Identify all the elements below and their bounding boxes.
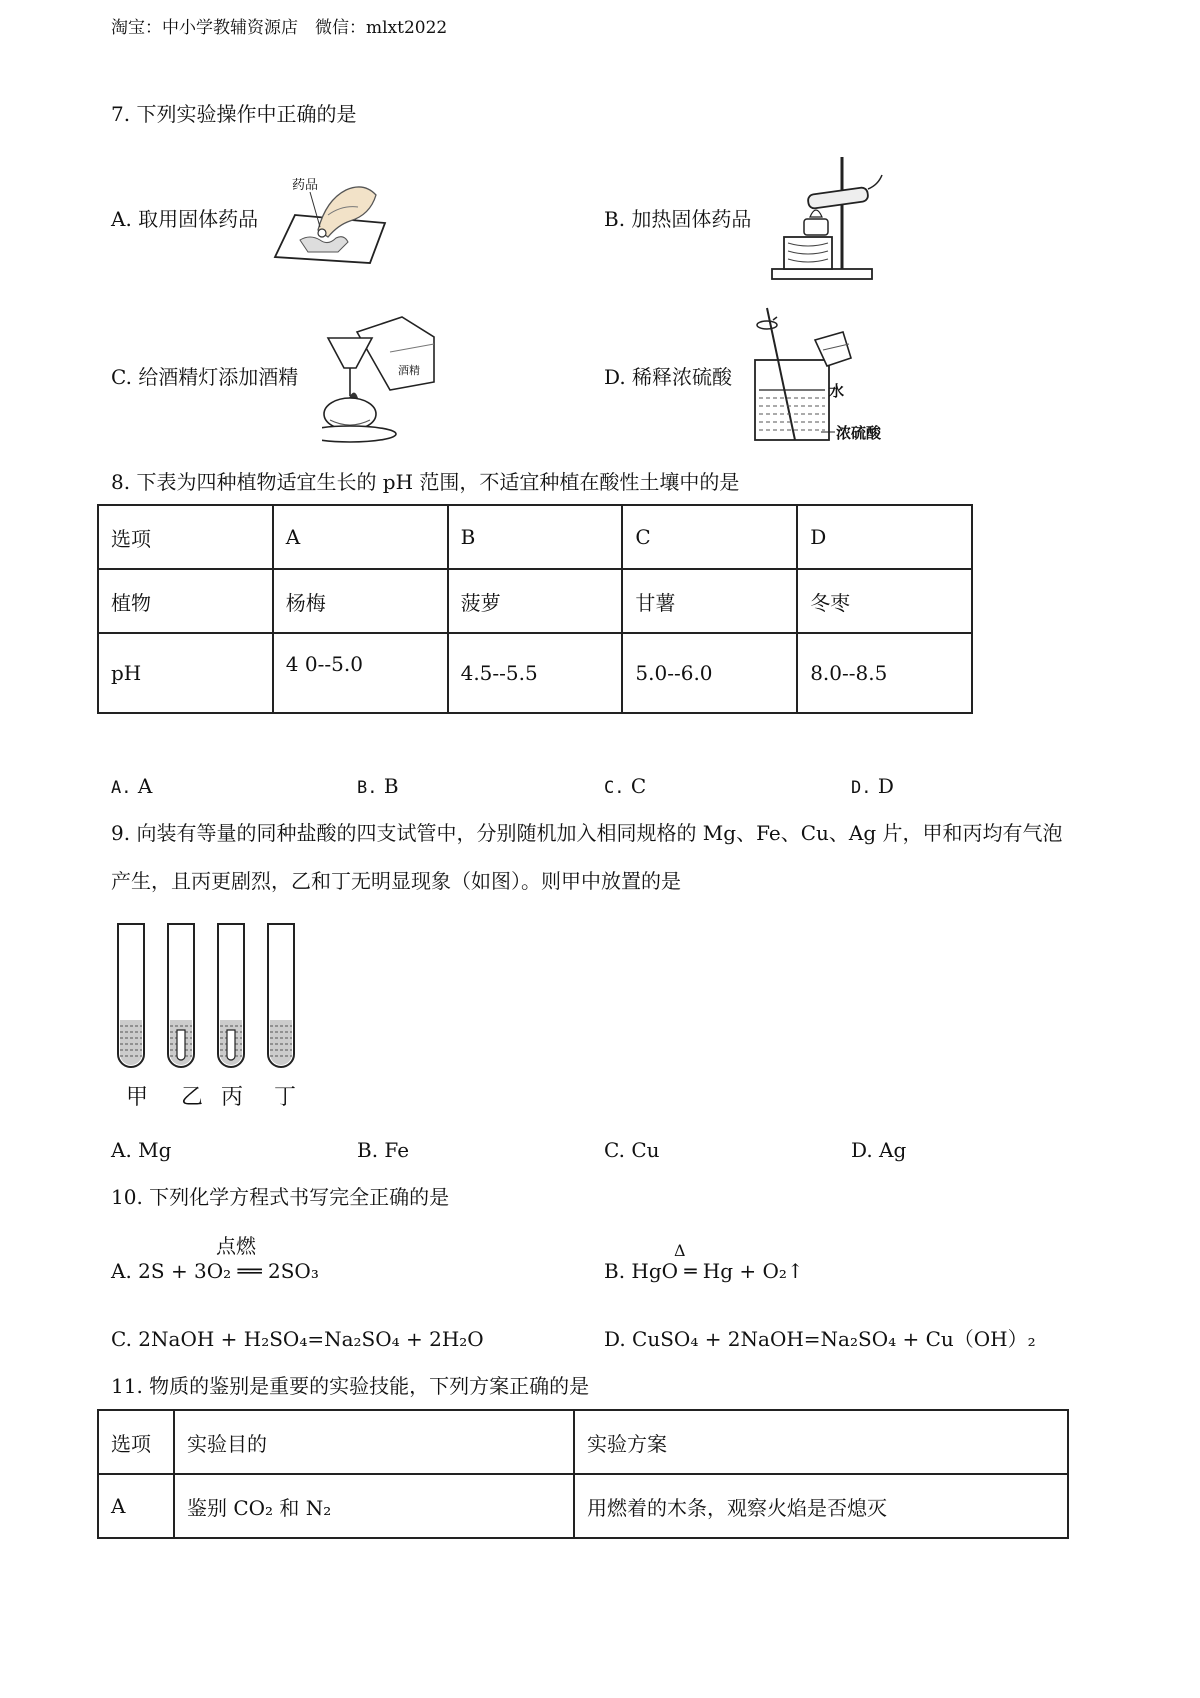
option-text: D [877, 774, 894, 798]
option-letter: C. [604, 778, 625, 798]
dilute-acid-figure [745, 300, 895, 450]
table-cell: 甘薯 [622, 569, 797, 633]
table-cell: B [448, 505, 623, 569]
option-letter: C. [604, 1138, 625, 1162]
table-row [98, 569, 972, 633]
table-cell: 实验目的 [174, 1410, 574, 1474]
option-text: 取用固体药品 [138, 207, 259, 231]
q7-option-c[interactable] [111, 367, 298, 387]
identification-table [97, 1409, 1069, 1539]
table-cell: 菠萝 [448, 569, 623, 633]
test-tube [118, 924, 144, 1067]
table-row [98, 505, 972, 569]
figure-label-water: 水 [829, 382, 845, 400]
q9-option-b[interactable] [357, 1140, 409, 1160]
table-cell: 8.0--8.5 [797, 633, 972, 713]
q7-option-a[interactable] [111, 209, 258, 229]
q10-stem: 10. 下列化学方程式书写完全正确的是 [111, 1185, 450, 1209]
heating-solid-figure [770, 157, 890, 282]
table-row [98, 1474, 1068, 1538]
test-tube [268, 924, 294, 1067]
option-letter: D. [851, 1138, 873, 1162]
option-text: C [630, 774, 647, 798]
option-text: 加热固体药品 [631, 207, 752, 231]
q10-option-d[interactable]: D. CuSO₄ + 2NaOH=Na₂SO₄ + Cu（OH）₂ [604, 1327, 1036, 1351]
q7-option-b[interactable] [604, 209, 751, 229]
tube-label-jia: 甲 [126, 1085, 149, 1110]
q8-option-c[interactable] [604, 776, 646, 797]
option-text: 给酒精灯添加酒精 [138, 365, 299, 389]
option-text: Cu [631, 1138, 660, 1162]
q9-option-c[interactable] [604, 1140, 660, 1160]
q7-stem: 7. 下列实验操作中正确的是 [111, 102, 357, 126]
tube-label-ding: 丁 [274, 1085, 297, 1110]
table-cell: 4 0--5.0 [273, 633, 448, 713]
option-text: 稀释浓硫酸 [632, 365, 733, 389]
figure-label-conc-acid: 浓硫酸 [836, 424, 882, 442]
option-letter: C. [111, 365, 132, 389]
q10-option-c[interactable]: C. 2NaOH + H₂SO₄=Na₂SO₄ + 2H₂O [111, 1327, 484, 1351]
table-cell: 植物 [98, 569, 273, 633]
tube-label-bing: 丙 [221, 1085, 244, 1110]
taking-solid-figure [270, 175, 390, 265]
table-cell: A [273, 505, 448, 569]
table-cell: C [622, 505, 797, 569]
table-cell: 4.5--5.5 [448, 633, 623, 713]
test-tube [218, 924, 244, 1067]
option-letter: D. [604, 365, 626, 389]
option-letter: B. [357, 778, 378, 798]
table-cell: pH [98, 633, 273, 713]
test-tubes-figure [108, 920, 308, 1070]
q7-option-d[interactable] [604, 367, 732, 387]
q10-option-b[interactable]: B. HgO ═ Hg + O₂↑ [604, 1259, 804, 1283]
option-text: Mg [138, 1138, 172, 1162]
option-letter: A. [111, 1138, 132, 1162]
table-row [98, 1410, 1068, 1474]
ph-range-table [97, 504, 973, 714]
q10-b-condition: Δ [674, 1241, 686, 1260]
option-text: Ag [879, 1138, 907, 1162]
q8-option-a[interactable] [111, 776, 152, 797]
table-cell: 用燃着的木条，观察火焰是否熄灭 [574, 1474, 1068, 1538]
q10-option-a[interactable]: A. 2S + 3O₂ ══ 2SO₃ [111, 1259, 319, 1283]
option-letter: A. [111, 207, 132, 231]
q9-stem-line1: 9. 向装有等量的同种盐酸的四支试管中，分别随机加入相同规格的 Mg、Fe、Cu、Ag 片，甲和丙均有气泡 [111, 821, 1063, 845]
option-letter: B. [604, 207, 626, 231]
test-tube [168, 924, 194, 1067]
table-cell: 选项 [98, 505, 273, 569]
q9-stem-line2: 产生，且丙更剧烈，乙和丁无明显现象（如图）。则甲中放置的是 [111, 869, 681, 893]
table-cell: D [797, 505, 972, 569]
page-header: 淘宝：中小学教辅资源店 微信：mlxt2022 [111, 18, 448, 38]
option-text: B [383, 774, 399, 798]
figure-label-alcohol: 酒精 [398, 364, 420, 377]
tube-label-yi: 乙 [181, 1085, 204, 1110]
q11-stem: 11. 物质的鉴别是重要的实验技能，下列方案正确的是 [111, 1374, 590, 1398]
option-text: A [137, 774, 153, 798]
q8-stem: 8. 下表为四种植物适宜生长的 pH 范围，不适宜种植在酸性土壤中的是 [111, 470, 740, 494]
table-cell: 冬枣 [797, 569, 972, 633]
q9-option-a[interactable] [111, 1140, 171, 1160]
table-row [98, 633, 972, 713]
q10-a-condition: 点燃 [216, 1234, 256, 1258]
option-letter: D. [851, 778, 872, 798]
table-cell: 鉴别 CO₂ 和 N₂ [174, 1474, 574, 1538]
q8-option-d[interactable] [851, 776, 894, 797]
q8-option-b[interactable] [357, 776, 399, 797]
table-cell: A [98, 1474, 174, 1538]
option-letter: B. [357, 1138, 379, 1162]
figure-label-medicine: 药品 [292, 178, 319, 193]
option-text: Fe [384, 1138, 410, 1162]
table-cell: 选项 [98, 1410, 174, 1474]
table-cell: 实验方案 [574, 1410, 1068, 1474]
table-cell: 5.0--6.0 [622, 633, 797, 713]
option-letter: A. [111, 778, 132, 798]
add-alcohol-figure [322, 312, 437, 444]
q9-option-d[interactable] [851, 1140, 906, 1160]
table-cell: 杨梅 [273, 569, 448, 633]
